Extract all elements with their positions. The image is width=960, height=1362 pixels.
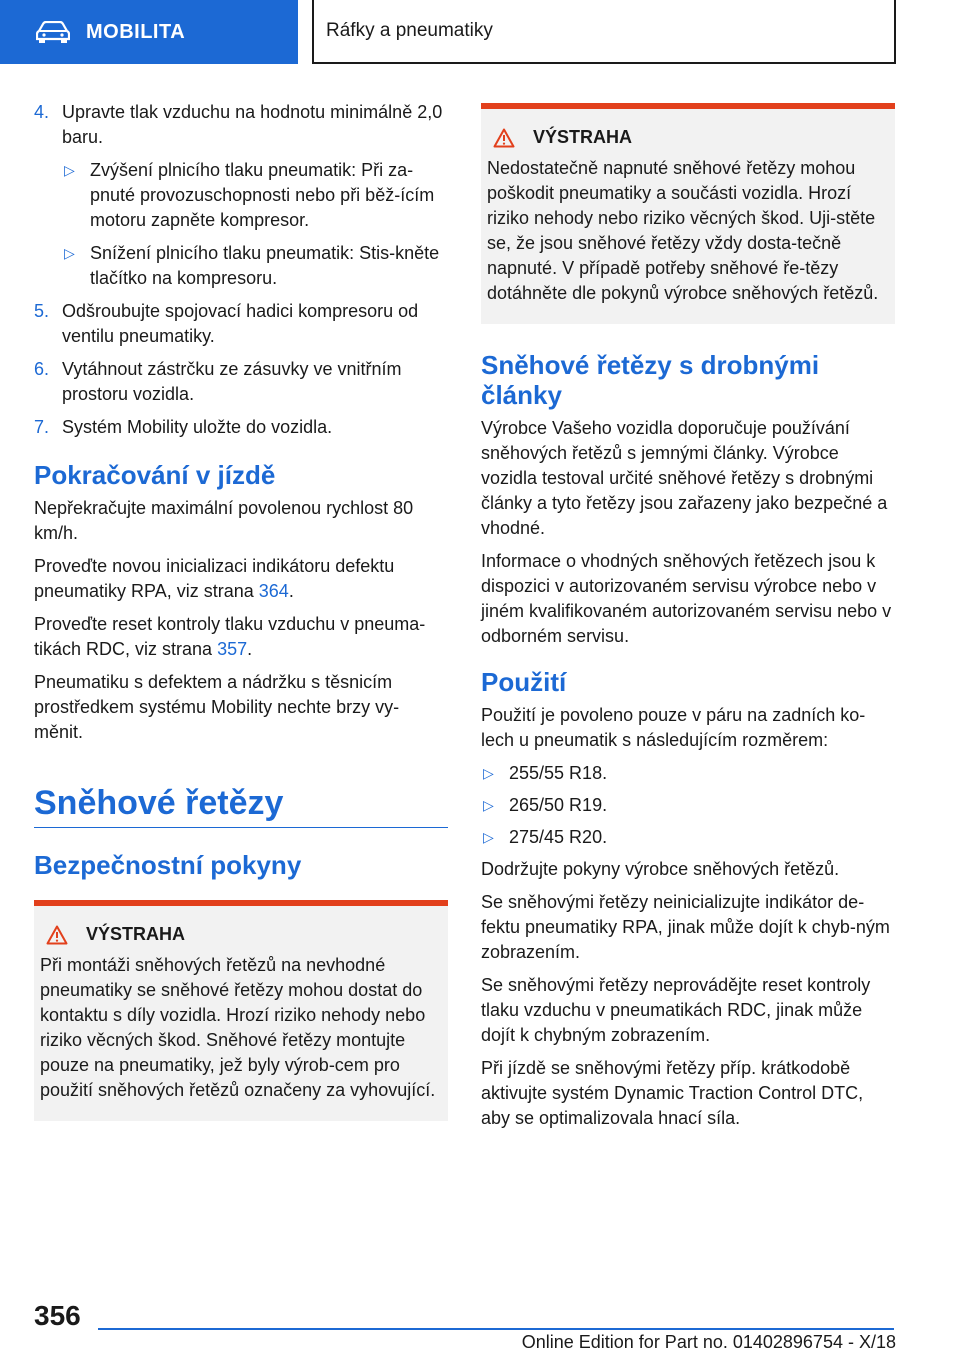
- section-tab[interactable]: [0, 0, 298, 64]
- edition-note: Online Edition for Part no. 01402896754 - X/18: [521, 1332, 896, 1352]
- step-item: [34, 100, 448, 150]
- car-icon: [36, 21, 70, 43]
- warning-triangle-icon: [493, 128, 515, 148]
- warning-text: Při montáži sněhových řetězů na nevhodné pneumatiky se sněhové řetězy mohou dostat do kontaktu s díly vozidla. Hrozí riziko nehody nebo riziko věcných škod. Sněhové řetězy montujte pouze na pneumatiky, jež byly výrob-cem pro použití sněhových řetězů označeny za vyhovující.: [40, 955, 436, 1100]
- continue-heading: Pokračování v jízdě: [34, 460, 276, 490]
- triangle-bullet-icon: ▷: [483, 829, 494, 845]
- chapter-title: Ráfky a pneumatiky: [312, 0, 896, 64]
- warning-box: [481, 103, 895, 324]
- triangle-bullet-icon: ▷: [64, 162, 75, 178]
- warning-title: VÝSTRAHA: [86, 924, 186, 944]
- paragraph: Pneumatiku s defektem a nádržku s těsnicím prostředkem systému Mobility nechte brzy vy-měnit.: [34, 672, 400, 742]
- step-text: Systém Mobility uložte do vozidla.: [62, 417, 333, 437]
- warning-title: VÝSTRAHA: [533, 127, 633, 147]
- paragraph: Informace o vhodných sněhových řetězech jsou k dispozici v autorizovaném servisu výrobce nebo v jiném kvalifikovaném autorizovaném servisu nebo v odborném servisu.: [481, 551, 892, 646]
- list-item: [481, 793, 895, 818]
- step-number: 7.: [34, 417, 50, 437]
- step-item: [34, 415, 448, 440]
- step-number: 6.: [34, 359, 50, 379]
- tire-size: 265/50 R19.: [509, 795, 608, 815]
- sub-item-text: Zvýšení plnicího tlaku pneumatik: Při za-pnuté provozuschopnosti nebo při běž-ícím motoru zapněte kompresor.: [90, 160, 435, 230]
- footer-divider: [98, 1328, 894, 1330]
- tire-size: 255/55 R18.: [509, 763, 608, 783]
- triangle-bullet-icon: ▷: [483, 765, 494, 781]
- paragraph: Při jízdě se sněhovými řetězy příp. krátkodobě aktivujte systém Dynamic Traction Control DTC, aby se optimalizovala hnací síla.: [481, 1058, 864, 1128]
- warning-box: [34, 900, 448, 1121]
- triangle-bullet-icon: ▷: [64, 245, 75, 261]
- warning-header: [487, 125, 889, 150]
- section-title: MOBILITA: [86, 20, 186, 43]
- step-text: Upravte tlak vzduchu na hodnotu minimálně 2,0 baru.: [62, 102, 443, 147]
- main-heading: Sněhové řetězy: [34, 783, 448, 828]
- right-column: [481, 100, 895, 1139]
- paragraph: Dodržujte pokyny výrobce sněhových řetězů.: [481, 859, 840, 879]
- list-item: [481, 825, 895, 850]
- paragraph: Nepřekračujte maximální povolenou rychlost 80 km/h.: [34, 498, 414, 543]
- page-number: 356: [34, 1300, 81, 1331]
- step-item: [34, 357, 448, 407]
- safety-heading: Bezpečnostní pokyny: [34, 850, 302, 880]
- paragraph: Použití je povoleno pouze v páru na zadních ko-lech u pneumatik s následujícím rozměrem:: [481, 705, 866, 750]
- paragraph: Se sněhovými řetězy neinicializujte indikátor de-fektu pneumatiky RPA, jinak může dojít k chyb-ným zobrazením.: [481, 892, 890, 962]
- warning-header: [40, 922, 442, 947]
- left-column: [34, 100, 448, 1121]
- paragraph: Proveďte novou inicializaci indikátoru defektu pneumatiky RPA, viz strana 364.: [34, 556, 395, 601]
- warning-text: Nedostatečně napnuté sněhové řetězy mohou poškodit pneumatiky a součásti vozidla. Hrozí riziko nehody nebo riziko věcných škod. Uji-stěte se, že jsou sněhové řetězy vždy dosta-tečně napnuté. V případě potřeby sněhové ře-tězy dotáhněte dle pokynů výrobce sněhových řetězů.: [487, 158, 879, 303]
- warning-triangle-icon: [46, 925, 68, 945]
- page-link[interactable]: 357: [217, 639, 248, 659]
- step-number: 5.: [34, 301, 50, 321]
- page-link[interactable]: 364: [258, 581, 289, 601]
- step-number: 4.: [34, 102, 50, 122]
- step-item: [34, 299, 448, 349]
- list-item: [481, 761, 895, 786]
- step-text: Vytáhnout zástrčku ze zásuvky ve vnitřním prostoru vozidla.: [62, 359, 402, 404]
- fine-chains-heading: Sněhové řetězy s drobnými články: [481, 350, 820, 410]
- paragraph: Výrobce Vašeho vozidla doporučuje používání sněhových řetězů s jemnými články. Výrobce vozidla testoval určité sněhové řetězy s drobnými články a tyto řetězy jsou zařazeny jako bezpečné a vhodné.: [481, 418, 888, 538]
- use-heading: Použití: [481, 667, 567, 697]
- sub-item-text: Snížení plnicího tlaku pneumatik: Stis-kněte tlačítko na kompresoru.: [90, 243, 440, 288]
- step-text: Odšroubujte spojovací hadici kompresoru od ventilu pneumatiky.: [62, 301, 419, 346]
- page-header: [0, 0, 960, 66]
- triangle-bullet-icon: ▷: [483, 797, 494, 813]
- paragraph: Se sněhovými řetězy neprovádějte reset kontroly tlaku vzduchu v pneumatikách RDC, jinak může dojít k chybným zobrazením.: [481, 975, 871, 1045]
- sub-item: [34, 158, 448, 233]
- paragraph: Proveďte reset kontroly tlaku vzduchu v pneuma-tikách RDC, viz strana 357.: [34, 614, 426, 659]
- sub-item: [34, 241, 448, 291]
- tire-size: 275/45 R20.: [509, 827, 608, 847]
